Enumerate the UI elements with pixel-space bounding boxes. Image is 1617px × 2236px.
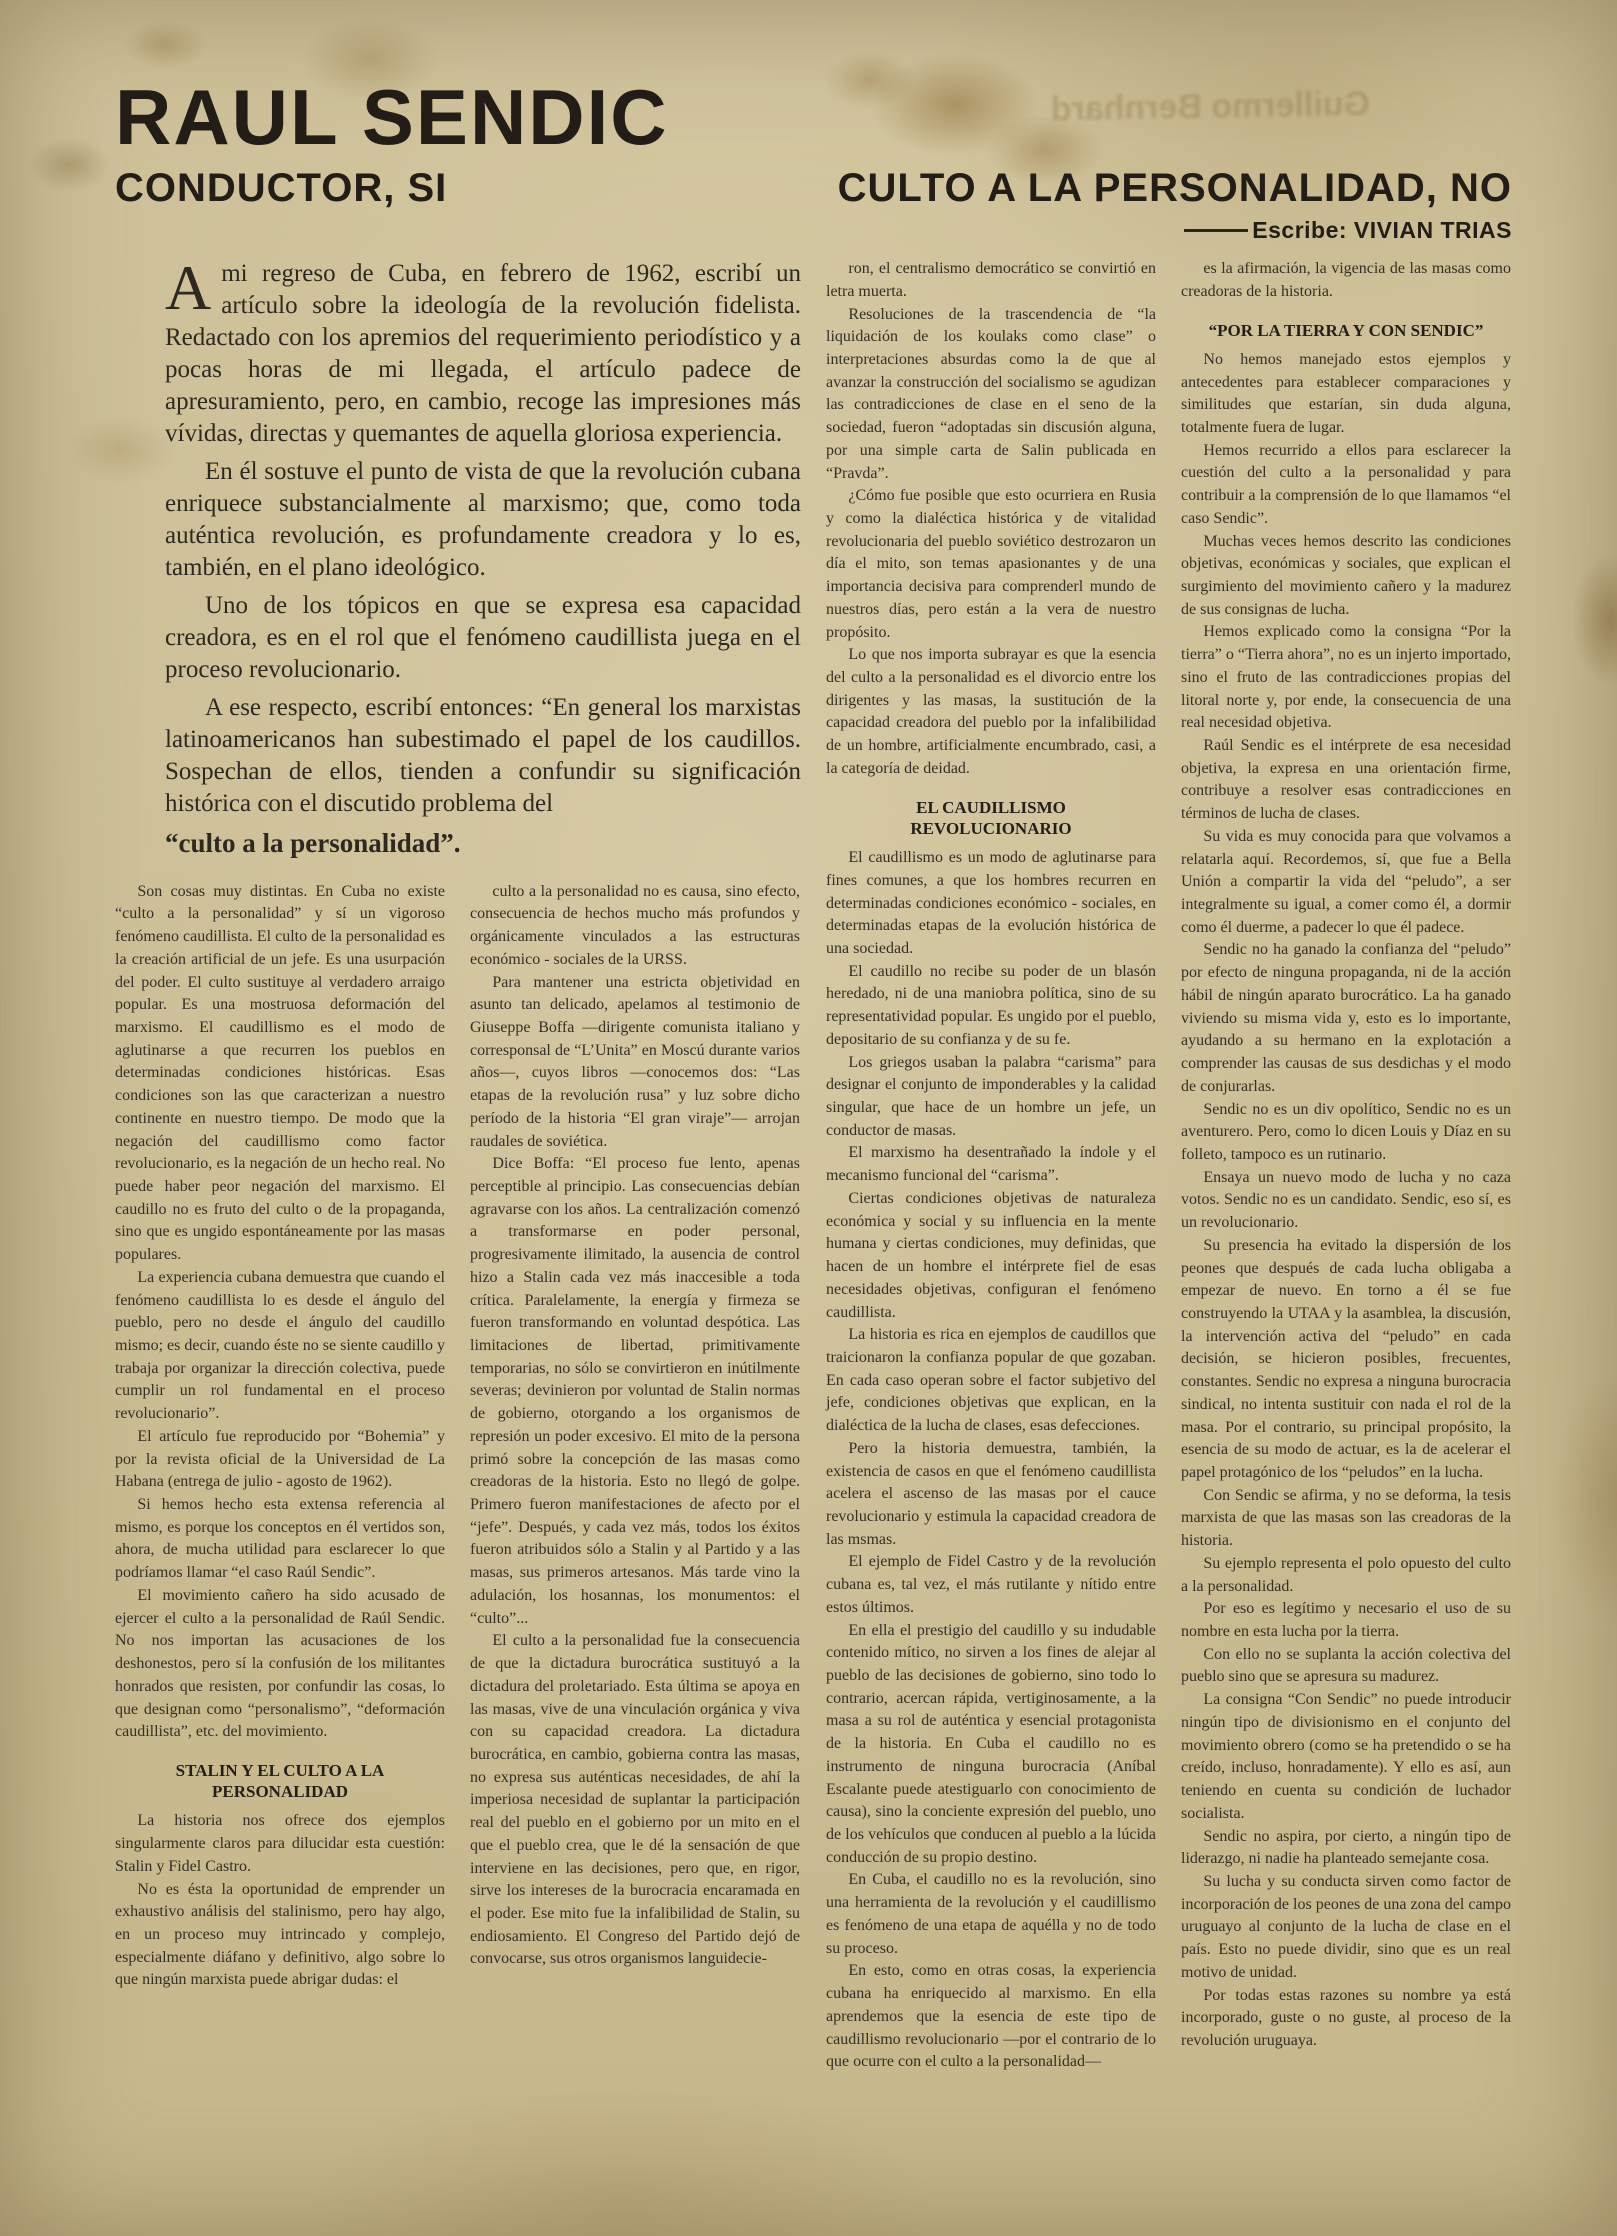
- paragraph: El caudillismo es un modo de aglutinarse para fines comunes, a que los hombres recurren en determinadas condiciones económico - sociales, en determinadas etapas de la evolución histórica de una sociedad.: [826, 849, 1156, 957]
- paragraph: Su ejemplo representa el polo opuesto del culto a la personalidad.: [1181, 1554, 1511, 1595]
- paragraph: Con ello no se suplanta la acción colectiva del pueblo sino que se apresura su madurez.: [1181, 1645, 1511, 1686]
- subtitle-culto: CULTO A LA PERSONALIDAD, NO: [837, 166, 1512, 211]
- column-4: [1181, 258, 1511, 2074]
- paragraph: Para mantener una estricta objetividad en asunto tan delicado, apelamos al testimonio de Giuseppe Boffa —dirigente comunista italiano y corresponsal de “L’Unita” en Moscú durante varios años—, cuyos libros —conocemos dos: “Las etapas de la revolución rusa” y luz sobre dicho período de la historia “El gran viraje”— arrojan raudales de soviética.: [470, 973, 800, 1150]
- paragraph: El artículo fue reproducido por “Bohemia” y por la revista oficial de la Universidad de La Habana (entrega de julio - agosto de 1962).: [115, 1427, 445, 1491]
- ghost-show-through-text: Guillermo Bernhard: [1050, 84, 1371, 129]
- paragraph: Por eso es legítimo y necesario el uso de su nombre en esta lucha por la tierra.: [1181, 1600, 1511, 1641]
- paragraph: En esto, como en otras cosas, la experiencia cubana ha enriquecido al marxismo. En ella aprendemos que la esencia de este tipo de caudillismo revolucionario —por el contrario de lo que ocurre con el culto a la personalidad—: [826, 1962, 1156, 2071]
- paragraph: Son cosas muy distintas. En Cuba no existe “culto a la personalidad” y sí un vigoroso fenómeno caudillista. El culto de la personalidad es la creación artificial de un jefe. Es una usurpación del poder. El culto sustituye al verdadero arraigo popular. Es una mostruosa deformación del marxismo. El caudillismo es el modo de aglutinarse a que recurren los pueblos en determinadas condiciones históricas. Esas condiciones son las que caracterizan a nuestro continente en nuestro tiempo. De modo que la negación del caudillismo como factor revolucionario, es la negación de un hecho real. No puede haber peor negación del marxismo. El caudillo no es fruto del culto o de la propaganda, sino que es ungido espontáneamente por las masas populares.: [115, 882, 445, 1264]
- paragraph: Si hemos hecho esta extensa referencia al mismo, es porque los conceptos en él vertidos son, ahora, de mucha utilidad para esclarecer lo que podríamos llamar “el caso Raúl Sendic”.: [115, 1496, 445, 1582]
- byline: Escribe: VIVIAN TRIAS: [1252, 217, 1512, 244]
- paragraph: Muchas veces hemos descrito las condiciones objetivas, económicas y sociales, que explican el surgimiento del movimiento cañero y la madurez de sus consignas de lucha.: [1181, 532, 1511, 618]
- paragraph: Resoluciones de la trascendencia de “la liquidación de los koulaks como clase” o interpretaciones absurdas como la de que al avanzar la construcción del socialismo se agudizan las contradicciones de clase en el seno de la sociedad, fueron “adoptadas sin discusión alguna, por una simple carta de Salin publicada en “Pravda”.: [826, 305, 1156, 482]
- paragraph: ron, el centralismo democrático se convirtió en letra muerta.: [826, 260, 1156, 300]
- section-heading: STALIN Y EL CULTO A LA PERSONALIDAD: [175, 1760, 385, 1802]
- paragraph: Hemos explicado como la consigna “Por la tierra” o “Tierra ahora”, no es un injerto importado, sino el fruto de las contradicciones propias del litoral norte y, por ende, la consecuencia de una real necesidad objetiva.: [1181, 623, 1511, 732]
- paragraph: Su lucha y su conducta sirven como factor de incorporación de los peones de una zona del campo uruguayo al conjunto de la lucha de clase en el país. Esto no puede dividir, sino que es un real motivo de unidad.: [1181, 1872, 1511, 1981]
- paragraph: Dice Boffa: “El proceso fue lento, apenas perceptible al principio. Las consecuencias debían agravarse con los años. La centralización comenzó a transformarse en poder personal, progresivamente ilimitado, la ausencia de control hizo a Stalin cada vez más inaccesible a toda crítica. Paralelamente, la energía y firmeza se fueron transformando en voluntad despótica. Las limitaciones de libertad, primitivamente temporarias, no sólo se convirtieron en inútilmente severas; devinieron por voluntad de Stalin normas de gobierno, otorgando a los organismos de represión un poder excesivo. El mito de la persona primó sobre la concepción de las masas como creadoras de la historia. Esto no llegó de golpe. Primero fueron manifestaciones de afecto por el “jefe”. Después, y cada vez más, todos los éxitos fueron atribuidos sólo a Stalin y al Partido y a las masas, sus primeros artesanos. Más tarde vino la adulación, los hosannas, los monumentos: el “culto”...: [470, 1155, 800, 1627]
- paragraph: La experiencia cubana demuestra que cuando el fenómeno caudillista lo es desde el ángulo del pueblo, pero no desde el ángulo del caudillo mismo; es decir, cuando éste no se siente caudillo y trabaja por organizar la dirección colectiva, puede cumplir un rol fundamental en el proceso revolucionario”.: [115, 1268, 445, 1423]
- paragraph: es la afirmación, la vigencia de las masas como creadoras de la historia.: [1181, 260, 1511, 300]
- byline-row: [115, 217, 1512, 244]
- page-title: RAUL SENDIC: [115, 73, 669, 161]
- paragraph: El caudillo no recibe su poder de un blasón heredado, ni de una maniobra política, sino de su representatividad popular. Es ungido por el pueblo, depositario de su confianza y de su fe.: [826, 962, 1156, 1048]
- section-heading: EL CAUDILLISMO REVOLUCIONARIO: [910, 797, 1072, 838]
- right-half: [826, 258, 1512, 2074]
- paragraph: ¿Cómo fue posible que esto ocurriera en Rusia y como la dialéctica histórica y de vitalidad revolucionaria del pueblo soviético destrozaron un día el mito, son temas apasionantes y de una importancia decisiva para comprenderl mundo de nuestros días, pero están a la vera de nuestro propósito.: [826, 487, 1156, 641]
- paragraph: En ella el prestigio del caudillo y su indudable contenido mítico, no sirven a los fines de alejar al pueblo de las decisiones de gobierno, sino todo lo contrario, acercan rápida, vertiginosamente, a la masa a su rol de auténtica y esencial protagonista de la historia. En Cuba el caudillo no es instrumento de ninguna burocracia (Aníbal Escalante puede atestiguarlo con conocimiento de causa), sino la conciente expresión del pueblo, uno de los vehículos que conducen al pueblo a la lúcida conducción de su propio destino.: [826, 1621, 1156, 1866]
- paragraph: Lo que nos importa subrayar es que la esencia del culto a la personalidad es el divorcio entre los dirigentes y las masas, la sustitución de la capacidad creadora del pueblo por la infalibilidad de un hombre, artificialmente encumbrado, casi, a la categoría de deidad.: [826, 646, 1156, 777]
- paragraph: A ese respecto, escribí entonces: “En general los marxistas latinoamericanos han subestimado el papel de los caudillos. Sospechan de ellos, tienden a confundir su significación histórica con el discutido problema del: [165, 694, 801, 818]
- paragraph: No hemos manejado estos ejemplos y antecedentes para establecer comparaciones y similitudes que estarían, sin duda alguna, totalmente fuera de lugar.: [1181, 350, 1511, 436]
- paragraph: Los griegos usaban la palabra “carisma” para designar el conjunto de imponderables y la calidad singular, que hace de un hombre un jefe, un conductor de masas.: [826, 1053, 1156, 1139]
- paragraph: El culto a la personalidad fue la consecuencia de que la dictadura burocrática sustituyó a la dictadura del proletariado. Esta última se apoya en las masas, vive de una vinculación orgánica y viva con su capacidad creadora. La dictadura burocrática, en cambio, gobierna contra las masas, no expresa sus auténticas necesidades, de ahí la imperiosa necesidad de suplantar la participación real del pueblo en el gobierno por un mito en el que el pueblo crea, que le dé la sensación de que interviene en las decisiones, pero que, en rigor, sirve los intereses de la burocracia encaramada en el poder. Ese mito fue la infalibilidad de Stalin, su endiosamiento. El Congreso del Partido dejó de convocarse, sus otros organismos languidecie-: [470, 1632, 800, 1968]
- subtitle-conductor: CONDUCTOR, SI: [115, 166, 448, 211]
- paragraph: En él sostuve el punto de vista de que la revolución cubana enriquece substancialmente al marxismo; que, como toda auténtica revolución, es profundamente creadora y lo es, también, en el plano ideológico.: [165, 458, 801, 582]
- paragraph: culto a la personalidad no es causa, sino efecto, consecuencia de hechos mucho más profundos y orgánicamente vinculados a las estructuras económico - sociales de la URSS.: [470, 882, 800, 968]
- paragraph: Hemos recurrido a ellos para esclarecer la cuestión del culto a la personalidad y para contribuir a la comprensión de lo que llamamos “el caso Sendic”.: [1181, 441, 1511, 527]
- paragraph: Ciertas condiciones objetivas de naturaleza económica y social y su influencia en la mente humana y ciertas condiciones, muy definidas, que hacen de un hombre el intérprete fiel de esas necesidades objetivas, configuran el fenómeno caudillista.: [826, 1189, 1156, 1321]
- paragraph: Su vida es muy conocida para que volvamos a relatarla aquí. Recordemos, sí, que fue a Bella Unión a compartir la vida del “peludo”, a ser integralmente su igual, a comer como él, a dormir como él duerme, a padecer lo que él padece.: [1181, 827, 1511, 936]
- paragraph: Raúl Sendic es el intérprete de esa necesidad objetiva, la expresa en una orientación firme, contribuye a resolver esas contradicciones en términos de lucha de clases.: [1181, 737, 1511, 823]
- subtitle-row: [115, 166, 1512, 211]
- paragraph: El marxismo ha desentrañado la índole y el mecanismo funcional del “carisma”.: [826, 1144, 1156, 1185]
- article-body: [115, 252, 1512, 2074]
- paragraph: Por todas estas razones su nombre ya está incorporado, guste o no guste, al proceso de la revolución uruguaya.: [1181, 1986, 1511, 2049]
- paragraph: La consigna “Con Sendic” no puede introducir ningún tipo de divisionismo en el conjunto del movimiento obrero (como se ha pretendido o se ha creído, incluso, honradamente). Y ello es así, aun teniendo en cuenta su condición de luchador socialista.: [1181, 1691, 1511, 1822]
- paragraph: El ejemplo de Fidel Castro y de la revolución cubana es, tal vez, el más rutilante y nítido entre estos últimos.: [826, 1553, 1156, 1616]
- paragraph: “culto a la personalidad”.: [165, 828, 461, 859]
- paragraph: Sendic no es un div opolítico, Sendic no es un aventurero. Pero, como lo dicen Louis y Díaz en su folleto, tampoco es un rutinario.: [1181, 1100, 1511, 1163]
- article-header: [115, 73, 1512, 244]
- byline-rule: [1184, 229, 1248, 232]
- column-2: [470, 881, 800, 1993]
- paragraph: Sendic no aspira, por cierto, a ningún tipo de liderazgo, ni nadie ha planteado semejante cosa.: [1181, 1827, 1511, 1868]
- lower-columns: [115, 881, 801, 1993]
- paragraph: Su presencia ha evitado la dispersión de los peones que después de cada lucha obligaba a empezar de nuevo. En torno a él se fue construyendo la UTAA y la asamblea, la discusión, la intervención activa del “peludo” en cada decisión, se hicieron posibles, frecuentes, constantes. Sendic no expresa a ninguna burocracia sindical, no intenta sustituir con nada el rol de la masa. Por el contrario, su principal propósito, la esencia de su modo de actuar, es la de acelerar el papel protagónico de los “peludos” en la lucha.: [1181, 1236, 1511, 1481]
- paragraph: Con Sendic se afirma, y no se deforma, la tesis marxista de que las masas son las creadoras de la historia.: [1181, 1486, 1511, 1550]
- section-heading: “POR LA TIERRA Y CON SENDIC”: [1208, 320, 1484, 340]
- paragraph: El movimiento cañero ha sido acusado de ejercer el culto a la personalidad de Raúl Sendic. No nos importan las acusaciones de los deshonestos, pero sí la confusión de los militantes honrados que resisten, por confundir las cosas, lo que designan como “personalismo”, “deformación caudillista”, etc. del movimiento.: [115, 1586, 445, 1741]
- paragraph: La historia es rica en ejemplos de caudillos que traicionaron la confianza popular de que gozaban. En cada caso operan sobre el factor subjetivo del jefe, condiciones objetivas que explican, en la dialéctica de la lucha de clases, esas defecciones.: [826, 1326, 1156, 1435]
- paragraph: En Cuba, el caudillo no es la revolución, sino una herramienta de la revolución y el caudillismo es fenómeno de una etapa de aquélla y no de todo su proceso.: [826, 1871, 1156, 1957]
- paragraph: Ensaya un nuevo modo de lucha y no caza votos. Sendic no es un candidato. Sendic, eso sí, es un revolucionario.: [1181, 1168, 1511, 1232]
- paragraph: Uno de los tópicos en que se expresa esa capacidad creadora, es en el rol que el fenómeno caudillista juega en el proceso revolucionario.: [165, 592, 801, 684]
- column-3: [826, 258, 1156, 2074]
- column-1: [115, 881, 445, 1993]
- paragraph: Pero la historia demuestra, también, la existencia de casos en que el fenómeno caudillista acelera el ascenso de las masas por el cauce revolucionario y estimula la capacidad creadora de las msmas.: [826, 1439, 1156, 1548]
- paragraph: Ami regreso de Cuba, en febrero de 1962, escribí un artículo sobre la ideología de la revolución fidelista. Redactado con los apremios del requerimiento periodístico y a pocas horas de mi llegada, el artículo padece de apresuramiento, pero, en cambio, recoge las impresiones más vívidas, directas y quemantes de aquella gloriosa experiencia.: [165, 252, 801, 448]
- paragraph: No es ésta la oportunidad de emprender un exhaustivo análisis del stalinismo, pero hay algo, en un proceso muy intrincado y complejo, especialmente diáfano y definitivo, algo sobre lo que ningún marxista puede abrigar dudas: el: [115, 1880, 445, 1989]
- paragraph: Sendic no ha ganado la confianza del “peludo” por efecto de ninguna propaganda, ni de la acción hábil de ningún aparato burocrático. La ha ganado viviendo su misma vida y, esto es lo importante, ayudando a su hermano en la explotación a comprender las causas de sus desdichas y el modo de conjurarlas.: [1181, 941, 1511, 1095]
- left-half: [115, 252, 801, 2074]
- paragraph: La historia nos ofrece dos ejemplos singularmente claros para dilucidar esta cuestión: Stalin y Fidel Castro.: [115, 1812, 445, 1875]
- intro-section: [115, 252, 801, 867]
